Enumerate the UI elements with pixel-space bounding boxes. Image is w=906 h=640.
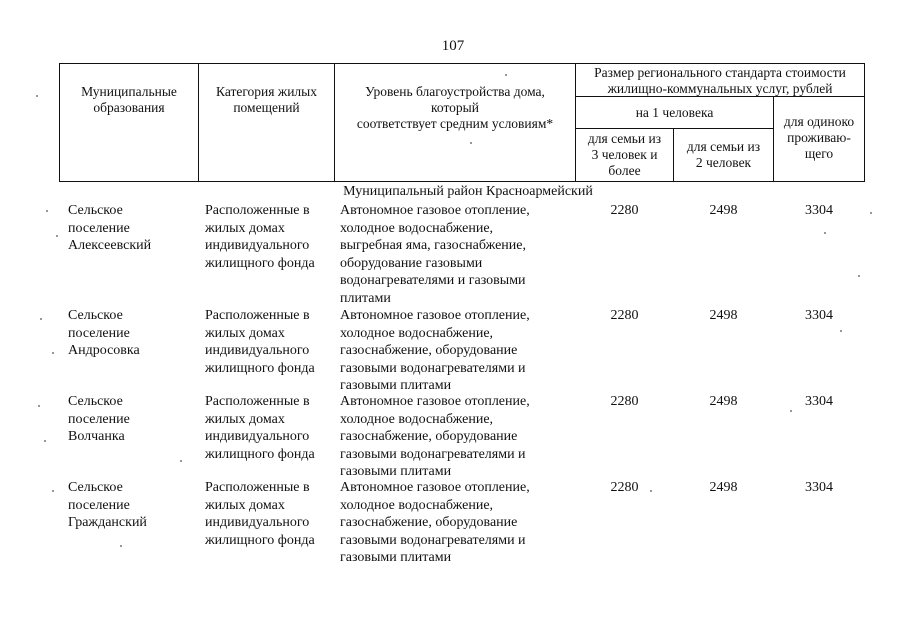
- single-value: 3304: [805, 480, 833, 495]
- amenity-cell: Автономное газовое отопление, холодное водоснабжение, выгребная яма, газоснабжение, оборудование газовыми водонагревателями и газовыми плитами: [340, 203, 530, 306]
- single-value: 3304: [805, 394, 833, 409]
- header-family-3plus: для семьи из 3 человек и более: [587, 131, 662, 178]
- municipality-cell: Сельское поселение Гражданский: [68, 480, 147, 530]
- family3-value: 2280: [610, 480, 639, 495]
- amenity-cell: Автономное газовое отопление, холодное водоснабжение, газоснабжение, оборудование газовыми водонагревателями и газовыми плитами: [340, 308, 530, 393]
- category-cell: Расположенные в жилых домах индивидуального жилищного фонда: [205, 203, 315, 271]
- municipality-cell: Сельское поселение Андросовка: [68, 308, 140, 358]
- header-municipalities: Муниципальные образования: [81, 84, 177, 115]
- header-housing-category: Категория жилых помещений: [216, 84, 317, 115]
- amenity-cell: Автономное газовое отопление, холодное водоснабжение, газоснабжение, оборудование газовыми водонагревателями и газовыми плитами: [340, 480, 530, 565]
- family2-value: 2498: [709, 203, 738, 218]
- municipality-cell: Сельское поселение Алексеевский: [68, 203, 152, 253]
- district-heading: Муниципальный район Красноармейский: [343, 184, 593, 199]
- page-number: 107: [441, 38, 465, 54]
- family2-value: 2498: [709, 480, 738, 495]
- header-single: для одиноко проживаю- щего: [783, 114, 855, 161]
- family2-value: 2498: [709, 394, 738, 409]
- single-value: 3304: [805, 308, 833, 323]
- municipality-cell: Сельское поселение Волчанка: [68, 394, 130, 444]
- family3-value: 2280: [610, 308, 639, 323]
- header-standard-size: Размер регионального стандарта стоимости жилищно-коммунальных услуг, рублей: [594, 65, 846, 96]
- family2-value: 2498: [709, 308, 738, 323]
- header-per-person: на 1 человека: [635, 105, 714, 120]
- family3-value: 2280: [610, 203, 639, 218]
- header-amenity-level: Уровень благоустройства дома, который соответствует средним условиям*: [356, 84, 554, 131]
- single-value: 3304: [805, 203, 833, 218]
- header-family-2: для семьи из 2 человек: [686, 139, 761, 170]
- category-cell: Расположенные в жилых домах индивидуального жилищного фонда: [205, 480, 315, 548]
- category-cell: Расположенные в жилых домах индивидуального жилищного фонда: [205, 308, 315, 376]
- category-cell: Расположенные в жилых домах индивидуального жилищного фонда: [205, 394, 315, 462]
- family3-value: 2280: [610, 394, 639, 409]
- amenity-cell: Автономное газовое отопление, холодное водоснабжение, газоснабжение, оборудование газовыми водонагревателями и газовыми плитами: [340, 394, 530, 479]
